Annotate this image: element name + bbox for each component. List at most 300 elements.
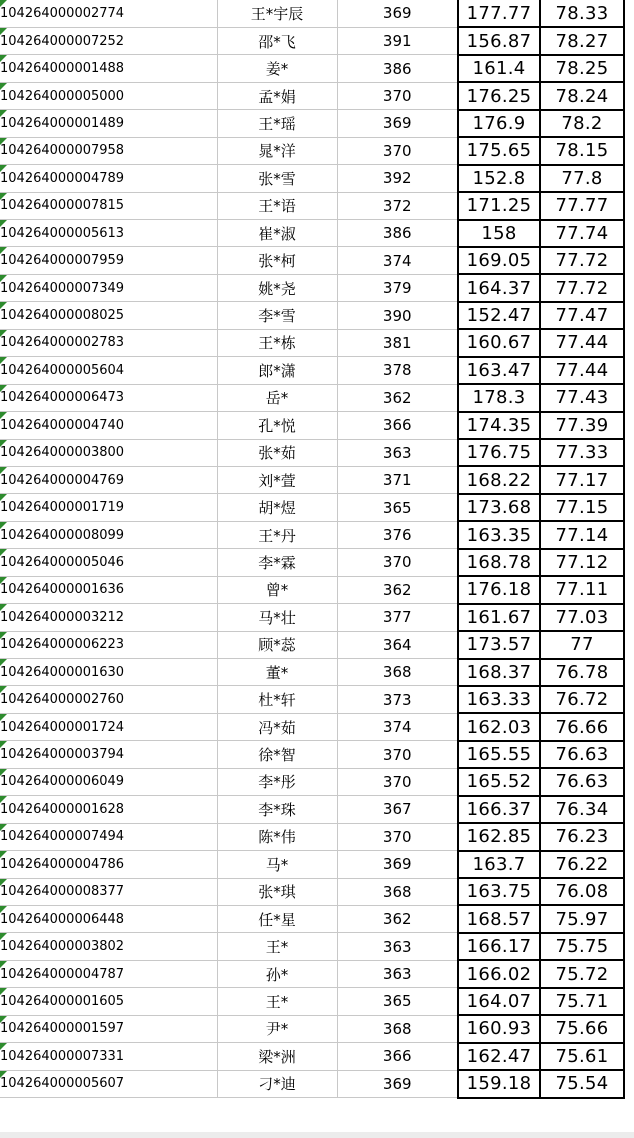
cell-name[interactable] (217, 247, 337, 274)
cell-id[interactable] (0, 823, 217, 850)
cell-score[interactable] (337, 713, 458, 740)
cell-value-a[interactable] (458, 549, 540, 576)
cell-id-text: 104264000007494 (0, 829, 125, 845)
cell-value-a[interactable] (458, 960, 540, 987)
cell-id[interactable] (0, 576, 217, 603)
cell-value-b[interactable] (540, 823, 624, 850)
cell-value-b-text: 76.08 (555, 881, 609, 903)
cell-value-a-text: 166.17 (466, 936, 532, 958)
cell-value-a[interactable] (458, 1070, 540, 1097)
cell-score[interactable] (337, 1015, 458, 1042)
cell-value-b[interactable] (540, 521, 624, 548)
cell-value-b[interactable] (540, 933, 624, 960)
cell-value-b[interactable] (540, 110, 624, 137)
cell-value-b[interactable] (540, 851, 624, 878)
cell-value-b[interactable] (540, 631, 624, 658)
cell-value-b[interactable] (540, 247, 624, 274)
cell-id[interactable] (0, 604, 217, 631)
cell-value-a[interactable] (458, 604, 540, 631)
cell-value-b-text: 78.24 (555, 85, 609, 107)
cell-score[interactable] (337, 796, 458, 823)
text-number-indicator-icon (0, 714, 7, 721)
cell-value-a-text: 176.9 (472, 112, 526, 134)
text-number-indicator-icon (0, 138, 7, 145)
cell-name-text: 王*栋 (258, 334, 296, 353)
cell-value-b[interactable] (540, 686, 624, 713)
cell-score-text: 369 (382, 4, 412, 23)
cell-name-text: 胡*煜 (258, 499, 296, 518)
cell-value-b[interactable] (540, 878, 624, 905)
cell-value-b[interactable] (540, 1043, 624, 1070)
cell-name[interactable] (217, 686, 337, 713)
cell-score[interactable] (337, 247, 458, 274)
cell-value-b-text: 78.25 (555, 58, 609, 80)
cell-id[interactable] (0, 1015, 217, 1042)
cell-value-b-text: 77.44 (555, 359, 609, 381)
cell-id[interactable] (0, 494, 217, 521)
cell-name-text: 张*琪 (258, 883, 296, 902)
cell-value-a-text: 174.35 (466, 414, 532, 436)
cell-name[interactable] (217, 851, 337, 878)
cell-score[interactable] (337, 549, 458, 576)
table-row (0, 851, 624, 878)
cell-id-text: 104264000002774 (0, 5, 125, 21)
cell-value-a[interactable] (458, 82, 540, 109)
text-number-indicator-icon (0, 494, 7, 501)
cell-id-text: 104264000006473 (0, 390, 125, 406)
cell-value-b-text: 77.14 (555, 524, 609, 546)
cell-id[interactable] (0, 165, 217, 192)
cell-score[interactable] (337, 631, 458, 658)
cell-id[interactable] (0, 878, 217, 905)
cell-name[interactable] (217, 1043, 337, 1070)
cell-name[interactable] (217, 659, 337, 686)
cell-id[interactable] (0, 1043, 217, 1070)
cell-value-b[interactable] (540, 549, 624, 576)
cell-value-a-text: 163.47 (466, 359, 532, 381)
cell-value-a[interactable] (458, 220, 540, 247)
cell-id-text: 104264000003802 (0, 939, 125, 955)
cell-score[interactable] (337, 165, 458, 192)
table-row (0, 1015, 624, 1042)
cell-score-text: 369 (382, 1074, 412, 1093)
cell-value-a-text: 176.75 (466, 442, 532, 464)
cell-value-b-text: 78.15 (555, 140, 609, 162)
cell-name[interactable] (217, 878, 337, 905)
cell-value-a[interactable] (458, 137, 540, 164)
cell-name[interactable] (217, 165, 337, 192)
cell-id[interactable] (0, 357, 217, 384)
cell-value-a[interactable] (458, 521, 540, 548)
cell-score-text: 377 (382, 608, 412, 627)
cell-id-text: 104264000001597 (0, 1021, 125, 1037)
cell-name[interactable] (217, 1015, 337, 1042)
text-number-indicator-icon (0, 467, 7, 474)
cell-value-a[interactable] (458, 247, 540, 274)
cell-id[interactable] (0, 796, 217, 823)
cell-value-a[interactable] (458, 466, 540, 493)
cell-name[interactable] (217, 27, 337, 54)
cell-value-a[interactable] (458, 823, 540, 850)
cell-id[interactable] (0, 713, 217, 740)
cell-value-b[interactable] (540, 329, 624, 356)
cell-name[interactable] (217, 357, 337, 384)
cell-score[interactable] (337, 302, 458, 329)
cell-id-text: 104264000008377 (0, 884, 125, 900)
cell-score[interactable] (337, 357, 458, 384)
cell-value-b[interactable] (540, 659, 624, 686)
cell-value-a[interactable] (458, 55, 540, 82)
cell-score[interactable] (337, 933, 458, 960)
cell-name[interactable] (217, 412, 337, 439)
cell-value-a-text: 173.57 (466, 634, 532, 656)
text-number-indicator-icon (0, 440, 7, 447)
cell-id[interactable] (0, 851, 217, 878)
cell-score[interactable] (337, 494, 458, 521)
cell-id-text: 104264000006448 (0, 911, 125, 927)
cell-value-a[interactable] (458, 412, 540, 439)
cell-name-text: 曾* (265, 581, 289, 600)
cell-value-a[interactable] (458, 659, 540, 686)
cell-score[interactable] (337, 27, 458, 54)
cell-id[interactable] (0, 302, 217, 329)
cell-value-b-text: 77 (570, 634, 594, 656)
cell-id[interactable] (0, 0, 217, 27)
cell-id-text: 104264000006049 (0, 774, 125, 790)
cell-name[interactable] (217, 960, 337, 987)
cell-score[interactable] (337, 905, 458, 932)
cell-name[interactable] (217, 302, 337, 329)
cell-value-b[interactable] (540, 1015, 624, 1042)
cell-id[interactable] (0, 988, 217, 1015)
text-number-indicator-icon (0, 577, 7, 584)
cell-value-a[interactable] (458, 357, 540, 384)
cell-name-text: 王*瑶 (258, 114, 296, 133)
text-number-indicator-icon (0, 83, 7, 90)
cell-id[interactable] (0, 933, 217, 960)
cell-name[interactable] (217, 439, 337, 466)
cell-score[interactable] (337, 329, 458, 356)
cell-value-a[interactable] (458, 329, 540, 356)
cell-score-text: 391 (382, 32, 412, 51)
cell-id[interactable] (0, 329, 217, 356)
cell-score-text: 363 (382, 937, 412, 956)
cell-name[interactable] (217, 988, 337, 1015)
cell-value-b-text: 77.77 (555, 195, 609, 217)
cell-value-b[interactable] (540, 466, 624, 493)
cell-value-a-text: 163.33 (466, 689, 532, 711)
cell-value-a[interactable] (458, 576, 540, 603)
cell-score[interactable] (337, 768, 458, 795)
cell-value-b[interactable] (540, 1070, 624, 1097)
cell-value-a[interactable] (458, 878, 540, 905)
cell-id[interactable] (0, 27, 217, 54)
cell-value-b-text: 77.72 (555, 277, 609, 299)
cell-value-a[interactable] (458, 110, 540, 137)
cell-name[interactable] (217, 604, 337, 631)
table-row (0, 55, 624, 82)
cell-score[interactable] (337, 988, 458, 1015)
table-row (0, 220, 624, 247)
cell-id[interactable] (0, 192, 217, 219)
cell-score[interactable] (337, 1070, 458, 1097)
cell-value-b[interactable] (540, 165, 624, 192)
cell-value-a[interactable] (458, 274, 540, 301)
cell-value-b[interactable] (540, 137, 624, 164)
table-row (0, 302, 624, 329)
cell-value-b[interactable] (540, 741, 624, 768)
cell-name[interactable] (217, 137, 337, 164)
cell-name[interactable] (217, 549, 337, 576)
cell-value-a-text: 152.47 (466, 305, 532, 327)
cell-score[interactable] (337, 466, 458, 493)
cell-value-a[interactable] (458, 192, 540, 219)
cell-value-b[interactable] (540, 55, 624, 82)
cell-name[interactable] (217, 110, 337, 137)
cell-score[interactable] (337, 878, 458, 905)
cell-score[interactable] (337, 55, 458, 82)
table-row (0, 796, 624, 823)
cell-value-a-text: 168.57 (466, 908, 532, 930)
cell-score-text: 392 (382, 169, 412, 188)
cell-id[interactable] (0, 659, 217, 686)
cell-value-b[interactable] (540, 439, 624, 466)
cell-score[interactable] (337, 851, 458, 878)
cell-score-text: 370 (382, 745, 412, 764)
cell-value-b[interactable] (540, 768, 624, 795)
cell-name[interactable] (217, 274, 337, 301)
text-number-indicator-icon (0, 741, 7, 748)
cell-name[interactable] (217, 384, 337, 411)
cell-value-b[interactable] (540, 494, 624, 521)
cell-value-b-text: 77.03 (555, 606, 609, 628)
cell-value-b[interactable] (540, 384, 624, 411)
cell-name[interactable] (217, 905, 337, 932)
cell-value-b[interactable] (540, 960, 624, 987)
cell-score[interactable] (337, 960, 458, 987)
table-row (0, 933, 624, 960)
cell-value-a[interactable] (458, 27, 540, 54)
cell-id-text: 104264000005613 (0, 225, 125, 241)
cell-name-text: 岳* (265, 389, 289, 408)
cell-id[interactable] (0, 439, 217, 466)
cell-value-a[interactable] (458, 384, 540, 411)
cell-value-a[interactable] (458, 851, 540, 878)
text-number-indicator-icon (0, 0, 7, 7)
table-row (0, 713, 624, 740)
cell-value-a[interactable] (458, 686, 540, 713)
cell-value-b[interactable] (540, 905, 624, 932)
cell-value-b[interactable] (540, 302, 624, 329)
cell-score-text: 366 (382, 416, 412, 435)
cell-id-text: 104264000002783 (0, 335, 125, 351)
cell-id-text: 104264000007252 (0, 33, 125, 49)
cell-score[interactable] (337, 604, 458, 631)
sheet-bottom-edge (0, 1132, 634, 1138)
cell-value-b[interactable] (540, 82, 624, 109)
cell-value-a[interactable] (458, 1015, 540, 1042)
cell-id[interactable] (0, 55, 217, 82)
cell-score-text: 381 (382, 333, 412, 352)
cell-score-text: 362 (382, 580, 412, 599)
cell-value-a[interactable] (458, 796, 540, 823)
cell-score-text: 378 (382, 361, 412, 380)
text-number-indicator-icon (0, 193, 7, 200)
cell-id[interactable] (0, 521, 217, 548)
table-row (0, 274, 624, 301)
cell-value-b[interactable] (540, 220, 624, 247)
cell-id[interactable] (0, 631, 217, 658)
cell-value-a[interactable] (458, 631, 540, 658)
cell-score[interactable] (337, 0, 458, 27)
cell-name[interactable] (217, 494, 337, 521)
cell-value-a[interactable] (458, 1043, 540, 1070)
cell-id[interactable] (0, 137, 217, 164)
table-row (0, 878, 624, 905)
cell-value-a[interactable] (458, 905, 540, 932)
text-number-indicator-icon (0, 879, 7, 886)
cell-score[interactable] (337, 521, 458, 548)
cell-score[interactable] (337, 439, 458, 466)
cell-value-a[interactable] (458, 302, 540, 329)
cell-value-b-text: 75.61 (555, 1045, 609, 1067)
cell-name-text: 晁*洋 (258, 142, 296, 161)
cell-value-a[interactable] (458, 494, 540, 521)
cell-id[interactable] (0, 686, 217, 713)
cell-score[interactable] (337, 220, 458, 247)
cell-name[interactable] (217, 329, 337, 356)
cell-id[interactable] (0, 768, 217, 795)
cell-value-a-text: 159.18 (466, 1073, 532, 1095)
cell-name[interactable] (217, 1070, 337, 1097)
cell-id[interactable] (0, 274, 217, 301)
cell-name[interactable] (217, 631, 337, 658)
cell-score[interactable] (337, 82, 458, 109)
cell-id[interactable] (0, 384, 217, 411)
cell-name-text: 杜*轩 (258, 691, 296, 710)
cell-score-text: 379 (382, 279, 412, 298)
cell-score[interactable] (337, 576, 458, 603)
cell-name[interactable] (217, 713, 337, 740)
cell-name[interactable] (217, 82, 337, 109)
text-number-indicator-icon (0, 385, 7, 392)
cell-score[interactable] (337, 659, 458, 686)
cell-id[interactable] (0, 247, 217, 274)
cell-value-b-text: 75.72 (555, 963, 609, 985)
cell-value-a[interactable] (458, 988, 540, 1015)
cell-score-text: 362 (382, 388, 412, 407)
cell-value-a[interactable] (458, 439, 540, 466)
cell-name[interactable] (217, 768, 337, 795)
cell-value-a-text: 162.03 (466, 716, 532, 738)
cell-id[interactable] (0, 905, 217, 932)
cell-value-b[interactable] (540, 357, 624, 384)
cell-value-a-text: 166.37 (466, 798, 532, 820)
cell-score[interactable] (337, 412, 458, 439)
cell-value-b[interactable] (540, 604, 624, 631)
cell-id-text: 104264000001488 (0, 61, 125, 77)
cell-name[interactable] (217, 741, 337, 768)
cell-value-a[interactable] (458, 165, 540, 192)
cell-value-b[interactable] (540, 713, 624, 740)
cell-value-b[interactable] (540, 27, 624, 54)
cell-score[interactable] (337, 823, 458, 850)
cell-value-b[interactable] (540, 0, 624, 27)
cell-value-a[interactable] (458, 713, 540, 740)
cell-name[interactable] (217, 796, 337, 823)
cell-id-text: 104264000004769 (0, 472, 125, 488)
cell-value-a[interactable] (458, 933, 540, 960)
table-row (0, 659, 624, 686)
cell-value-a[interactable] (458, 741, 540, 768)
cell-name[interactable] (217, 933, 337, 960)
cell-value-b[interactable] (540, 576, 624, 603)
cell-id-text: 104264000007331 (0, 1048, 125, 1064)
cell-name-text: 刁*迪 (258, 1075, 296, 1094)
cell-value-b[interactable] (540, 192, 624, 219)
table-row (0, 0, 624, 27)
cell-score-text: 368 (382, 882, 412, 901)
cell-score[interactable] (337, 741, 458, 768)
cell-value-b[interactable] (540, 796, 624, 823)
cell-value-b[interactable] (540, 988, 624, 1015)
cell-score-text: 386 (382, 59, 412, 78)
table-row (0, 357, 624, 384)
cell-score[interactable] (337, 192, 458, 219)
cell-name[interactable] (217, 521, 337, 548)
cell-id[interactable] (0, 412, 217, 439)
cell-name-text: 顾*蕊 (258, 636, 296, 655)
cell-id[interactable] (0, 110, 217, 137)
cell-value-b-text: 77.74 (555, 222, 609, 244)
text-number-indicator-icon (0, 165, 7, 172)
cell-value-b[interactable] (540, 274, 624, 301)
cell-score[interactable] (337, 110, 458, 137)
table-row (0, 27, 624, 54)
cell-value-b-text: 76.63 (555, 744, 609, 766)
cell-id[interactable] (0, 960, 217, 987)
cell-name[interactable] (217, 192, 337, 219)
cell-name[interactable] (217, 576, 337, 603)
cell-value-a-text: 176.18 (466, 579, 532, 601)
cell-name[interactable] (217, 466, 337, 493)
cell-id[interactable] (0, 82, 217, 109)
cell-value-a[interactable] (458, 768, 540, 795)
cell-id[interactable] (0, 549, 217, 576)
cell-value-b-text: 77.39 (555, 414, 609, 436)
cell-score[interactable] (337, 137, 458, 164)
cell-score-text: 365 (382, 992, 412, 1011)
cell-id-text: 104264000004740 (0, 417, 125, 433)
cell-value-a-text: 163.7 (472, 853, 526, 875)
cell-name[interactable] (217, 823, 337, 850)
cell-name[interactable] (217, 55, 337, 82)
cell-score[interactable] (337, 1043, 458, 1070)
table-row (0, 494, 624, 521)
cell-id[interactable] (0, 466, 217, 493)
cell-score[interactable] (337, 686, 458, 713)
cell-score[interactable] (337, 384, 458, 411)
cell-score[interactable] (337, 274, 458, 301)
cell-value-b[interactable] (540, 412, 624, 439)
cell-value-a[interactable] (458, 0, 540, 27)
cell-value-b-text: 76.34 (555, 798, 609, 820)
cell-name[interactable] (217, 0, 337, 27)
cell-name[interactable] (217, 220, 337, 247)
cell-id[interactable] (0, 220, 217, 247)
cell-id[interactable] (0, 741, 217, 768)
cell-id[interactable] (0, 1070, 217, 1097)
